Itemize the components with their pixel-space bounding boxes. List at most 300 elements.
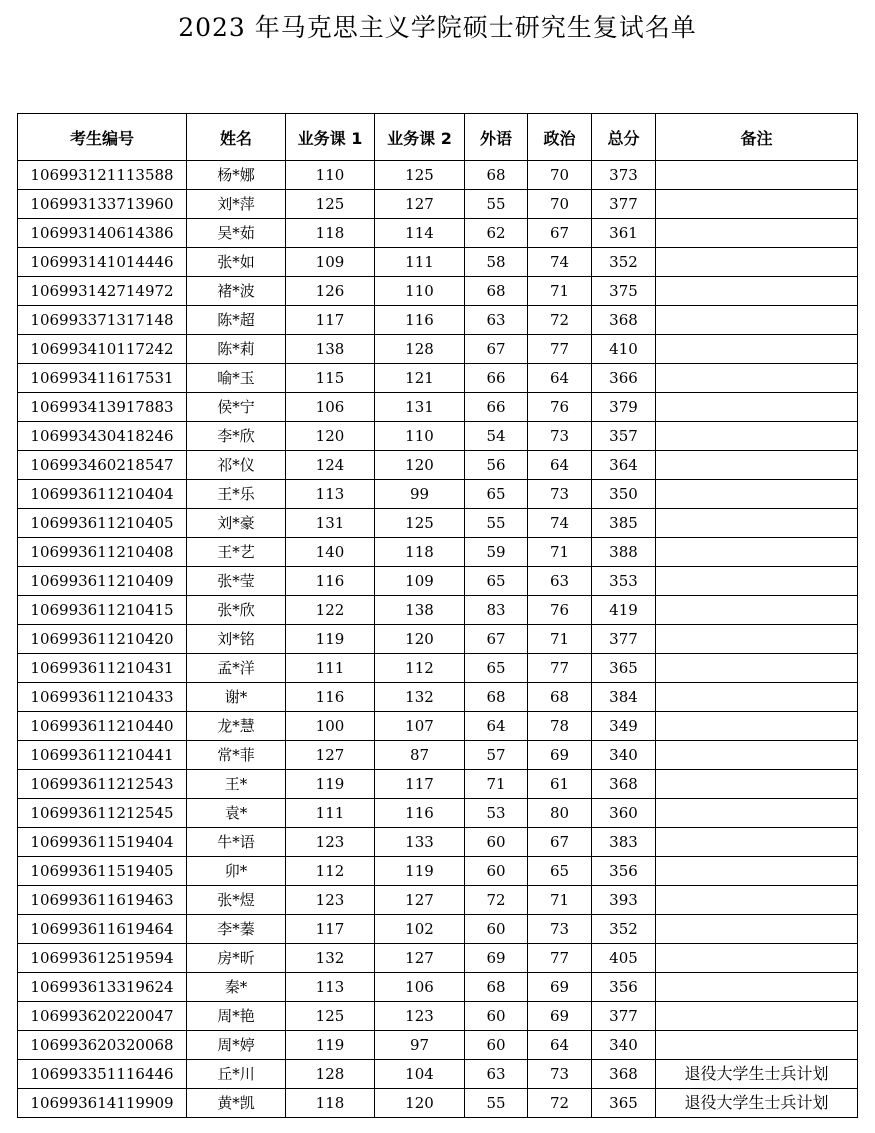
table-row xyxy=(18,1089,858,1118)
cell-name: 张*如 xyxy=(187,248,286,277)
cell-total: 419 xyxy=(592,596,656,625)
cell-remarks: 退役大学生士兵计划 xyxy=(656,1060,858,1089)
table-row xyxy=(18,973,858,1002)
cell-politics: 63 xyxy=(528,567,592,596)
cell-foreign-language: 65 xyxy=(465,480,528,509)
cell-name: 黄*凯 xyxy=(187,1089,286,1118)
cell-remarks xyxy=(656,683,858,712)
cell-course-1: 106 xyxy=(286,393,375,422)
cell-remarks: 退役大学生士兵计划 xyxy=(656,1089,858,1118)
cell-foreign-language: 66 xyxy=(465,393,528,422)
cell-name: 李*欣 xyxy=(187,422,286,451)
cell-course-1: 115 xyxy=(286,364,375,393)
cell-course-2: 120 xyxy=(375,451,465,480)
cell-name: 丘*川 xyxy=(187,1060,286,1089)
cell-course-1: 113 xyxy=(286,480,375,509)
cell-candidate-id: 106993620320068 xyxy=(18,1031,187,1060)
cell-name: 王* xyxy=(187,770,286,799)
cell-remarks xyxy=(656,451,858,480)
table-row xyxy=(18,654,858,683)
cell-remarks xyxy=(656,567,858,596)
table-row xyxy=(18,828,858,857)
cell-course-1: 116 xyxy=(286,683,375,712)
cell-course-1: 117 xyxy=(286,306,375,335)
cell-course-2: 114 xyxy=(375,219,465,248)
cell-foreign-language: 83 xyxy=(465,596,528,625)
cell-name: 龙*慧 xyxy=(187,712,286,741)
cell-name: 侯*宁 xyxy=(187,393,286,422)
cell-total: 368 xyxy=(592,306,656,335)
cell-foreign-language: 63 xyxy=(465,306,528,335)
cell-foreign-language: 65 xyxy=(465,567,528,596)
cell-name: 张*莹 xyxy=(187,567,286,596)
cell-course-1: 131 xyxy=(286,509,375,538)
cell-name: 祁*仪 xyxy=(187,451,286,480)
cell-politics: 76 xyxy=(528,393,592,422)
cell-course-1: 123 xyxy=(286,886,375,915)
cell-candidate-id: 106993611210405 xyxy=(18,509,187,538)
cell-remarks xyxy=(656,161,858,190)
cell-candidate-id: 106993371317148 xyxy=(18,306,187,335)
table-row xyxy=(18,1031,858,1060)
cell-total: 353 xyxy=(592,567,656,596)
cell-name: 谢* xyxy=(187,683,286,712)
cell-name: 袁* xyxy=(187,799,286,828)
cell-foreign-language: 53 xyxy=(465,799,528,828)
cell-course-2: 125 xyxy=(375,509,465,538)
cell-politics: 68 xyxy=(528,683,592,712)
cell-course-1: 125 xyxy=(286,190,375,219)
cell-name: 牛*语 xyxy=(187,828,286,857)
table-row xyxy=(18,277,858,306)
cell-name: 王*艺 xyxy=(187,538,286,567)
cell-course-1: 119 xyxy=(286,770,375,799)
cell-total: 365 xyxy=(592,1089,656,1118)
cell-total: 368 xyxy=(592,770,656,799)
cell-total: 365 xyxy=(592,654,656,683)
cell-name: 李*蓁 xyxy=(187,915,286,944)
cell-remarks xyxy=(656,886,858,915)
cell-remarks xyxy=(656,364,858,393)
cell-foreign-language: 69 xyxy=(465,944,528,973)
cell-foreign-language: 58 xyxy=(465,248,528,277)
cell-candidate-id: 106993611210431 xyxy=(18,654,187,683)
table-row xyxy=(18,1002,858,1031)
cell-name: 刘*豪 xyxy=(187,509,286,538)
cell-candidate-id: 106993611210404 xyxy=(18,480,187,509)
cell-foreign-language: 62 xyxy=(465,219,528,248)
cell-course-1: 110 xyxy=(286,161,375,190)
page-title: 2023 年马克思主义学院硕士研究生复试名单 xyxy=(178,13,697,42)
cell-politics: 64 xyxy=(528,1031,592,1060)
cell-foreign-language: 68 xyxy=(465,683,528,712)
cell-politics: 72 xyxy=(528,1089,592,1118)
cell-course-2: 118 xyxy=(375,538,465,567)
cell-total: 356 xyxy=(592,857,656,886)
cell-total: 368 xyxy=(592,1060,656,1089)
header-foreign-language: 外语 xyxy=(465,114,528,161)
cell-course-2: 123 xyxy=(375,1002,465,1031)
cell-course-1: 118 xyxy=(286,219,375,248)
cell-foreign-language: 54 xyxy=(465,422,528,451)
cell-remarks xyxy=(656,509,858,538)
cell-politics: 71 xyxy=(528,886,592,915)
cell-course-1: 111 xyxy=(286,654,375,683)
table-row xyxy=(18,712,858,741)
cell-politics: 72 xyxy=(528,306,592,335)
table-row xyxy=(18,161,858,190)
cell-politics: 67 xyxy=(528,828,592,857)
cell-remarks xyxy=(656,712,858,741)
cell-course-2: 120 xyxy=(375,625,465,654)
cell-remarks xyxy=(656,741,858,770)
cell-politics: 74 xyxy=(528,509,592,538)
cell-politics: 73 xyxy=(528,915,592,944)
table-row xyxy=(18,567,858,596)
cell-name: 周*艳 xyxy=(187,1002,286,1031)
cell-course-2: 132 xyxy=(375,683,465,712)
cell-total: 357 xyxy=(592,422,656,451)
cell-name: 张*煜 xyxy=(187,886,286,915)
cell-politics: 65 xyxy=(528,857,592,886)
cell-course-2: 107 xyxy=(375,712,465,741)
cell-remarks xyxy=(656,248,858,277)
cell-foreign-language: 60 xyxy=(465,1002,528,1031)
table-row xyxy=(18,1060,858,1089)
cell-course-2: 97 xyxy=(375,1031,465,1060)
table-row xyxy=(18,625,858,654)
cell-remarks xyxy=(656,596,858,625)
cell-course-1: 140 xyxy=(286,538,375,567)
cell-name: 常*菲 xyxy=(187,741,286,770)
cell-name: 孟*洋 xyxy=(187,654,286,683)
cell-total: 356 xyxy=(592,973,656,1002)
cell-remarks xyxy=(656,538,858,567)
cell-candidate-id: 106993351116446 xyxy=(18,1060,187,1089)
cell-candidate-id: 106993612519594 xyxy=(18,944,187,973)
cell-candidate-id: 106993614119909 xyxy=(18,1089,187,1118)
cell-remarks xyxy=(656,422,858,451)
cell-politics: 80 xyxy=(528,799,592,828)
cell-total: 373 xyxy=(592,161,656,190)
cell-remarks xyxy=(656,770,858,799)
cell-candidate-id: 106993413917883 xyxy=(18,393,187,422)
cell-course-1: 119 xyxy=(286,1031,375,1060)
cell-course-1: 111 xyxy=(286,799,375,828)
cell-remarks xyxy=(656,480,858,509)
cell-remarks xyxy=(656,654,858,683)
cell-total: 377 xyxy=(592,190,656,219)
table-row xyxy=(18,451,858,480)
cell-course-2: 120 xyxy=(375,1089,465,1118)
cell-politics: 77 xyxy=(528,654,592,683)
cell-foreign-language: 55 xyxy=(465,190,528,219)
cell-politics: 73 xyxy=(528,422,592,451)
cell-foreign-language: 72 xyxy=(465,886,528,915)
cell-total: 379 xyxy=(592,393,656,422)
cell-total: 340 xyxy=(592,741,656,770)
cell-name: 房*昕 xyxy=(187,944,286,973)
cell-candidate-id: 106993613319624 xyxy=(18,973,187,1002)
cell-politics: 70 xyxy=(528,161,592,190)
cell-course-1: 113 xyxy=(286,973,375,1002)
cell-course-2: 106 xyxy=(375,973,465,1002)
cell-candidate-id: 106993411617531 xyxy=(18,364,187,393)
cell-candidate-id: 106993620220047 xyxy=(18,1002,187,1031)
cell-course-2: 133 xyxy=(375,828,465,857)
cell-candidate-id: 106993611212545 xyxy=(18,799,187,828)
cell-candidate-id: 106993611210433 xyxy=(18,683,187,712)
cell-candidate-id: 106993611619463 xyxy=(18,886,187,915)
header-politics: 政治 xyxy=(528,114,592,161)
cell-course-1: 116 xyxy=(286,567,375,596)
table-row xyxy=(18,480,858,509)
cell-politics: 78 xyxy=(528,712,592,741)
table-row xyxy=(18,190,858,219)
cell-course-2: 102 xyxy=(375,915,465,944)
cell-politics: 74 xyxy=(528,248,592,277)
cell-remarks xyxy=(656,944,858,973)
cell-foreign-language: 56 xyxy=(465,451,528,480)
cell-name: 陈*莉 xyxy=(187,335,286,364)
cell-name: 秦* xyxy=(187,973,286,1002)
cell-course-1: 122 xyxy=(286,596,375,625)
cell-candidate-id: 106993611519405 xyxy=(18,857,187,886)
cell-total: 388 xyxy=(592,538,656,567)
cell-foreign-language: 68 xyxy=(465,277,528,306)
cell-remarks xyxy=(656,857,858,886)
cell-name: 卯* xyxy=(187,857,286,886)
cell-total: 352 xyxy=(592,248,656,277)
cell-course-1: 100 xyxy=(286,712,375,741)
cell-politics: 71 xyxy=(528,277,592,306)
cell-course-1: 127 xyxy=(286,741,375,770)
cell-candidate-id: 106993611210441 xyxy=(18,741,187,770)
cell-remarks xyxy=(656,335,858,364)
cell-name: 吴*茹 xyxy=(187,219,286,248)
cell-remarks xyxy=(656,799,858,828)
cell-course-2: 128 xyxy=(375,335,465,364)
cell-candidate-id: 106993142714972 xyxy=(18,277,187,306)
cell-remarks xyxy=(656,1002,858,1031)
cell-candidate-id: 106993430418246 xyxy=(18,422,187,451)
cell-foreign-language: 55 xyxy=(465,1089,528,1118)
cell-foreign-language: 60 xyxy=(465,828,528,857)
cell-remarks xyxy=(656,306,858,335)
cell-candidate-id: 106993611210440 xyxy=(18,712,187,741)
cell-politics: 76 xyxy=(528,596,592,625)
cell-candidate-id: 106993611619464 xyxy=(18,915,187,944)
table-body xyxy=(18,161,858,1118)
cell-course-2: 109 xyxy=(375,567,465,596)
table-row xyxy=(18,886,858,915)
cell-course-2: 131 xyxy=(375,393,465,422)
cell-total: 393 xyxy=(592,886,656,915)
cell-remarks xyxy=(656,828,858,857)
cell-name: 喻*玉 xyxy=(187,364,286,393)
cell-politics: 69 xyxy=(528,741,592,770)
cell-course-1: 112 xyxy=(286,857,375,886)
cell-course-2: 125 xyxy=(375,161,465,190)
cell-total: 410 xyxy=(592,335,656,364)
cell-foreign-language: 60 xyxy=(465,1031,528,1060)
cell-total: 385 xyxy=(592,509,656,538)
cell-remarks xyxy=(656,973,858,1002)
cell-total: 383 xyxy=(592,828,656,857)
cell-total: 364 xyxy=(592,451,656,480)
cell-politics: 77 xyxy=(528,944,592,973)
cell-course-1: 138 xyxy=(286,335,375,364)
candidate-table xyxy=(17,113,858,1118)
cell-course-2: 104 xyxy=(375,1060,465,1089)
cell-course-2: 138 xyxy=(375,596,465,625)
cell-total: 360 xyxy=(592,799,656,828)
cell-candidate-id: 106993611210408 xyxy=(18,538,187,567)
cell-total: 352 xyxy=(592,915,656,944)
cell-course-1: 132 xyxy=(286,944,375,973)
cell-course-2: 110 xyxy=(375,422,465,451)
header-candidate-id: 考生编号 xyxy=(18,114,187,161)
cell-politics: 77 xyxy=(528,335,592,364)
cell-candidate-id: 106993121113588 xyxy=(18,161,187,190)
cell-name: 张*欣 xyxy=(187,596,286,625)
cell-candidate-id: 106993460218547 xyxy=(18,451,187,480)
cell-politics: 71 xyxy=(528,538,592,567)
cell-politics: 73 xyxy=(528,480,592,509)
table-row xyxy=(18,596,858,625)
cell-politics: 70 xyxy=(528,190,592,219)
cell-name: 陈*超 xyxy=(187,306,286,335)
cell-foreign-language: 67 xyxy=(465,625,528,654)
cell-course-1: 126 xyxy=(286,277,375,306)
cell-course-1: 117 xyxy=(286,915,375,944)
cell-name: 王*乐 xyxy=(187,480,286,509)
cell-course-2: 116 xyxy=(375,799,465,828)
cell-politics: 64 xyxy=(528,364,592,393)
table-row xyxy=(18,857,858,886)
cell-candidate-id: 106993410117242 xyxy=(18,335,187,364)
table-row xyxy=(18,422,858,451)
cell-total: 405 xyxy=(592,944,656,973)
cell-total: 384 xyxy=(592,683,656,712)
cell-candidate-id: 106993611212543 xyxy=(18,770,187,799)
header-name: 姓名 xyxy=(187,114,286,161)
cell-politics: 71 xyxy=(528,625,592,654)
cell-foreign-language: 65 xyxy=(465,654,528,683)
table-row xyxy=(18,770,858,799)
cell-course-2: 119 xyxy=(375,857,465,886)
cell-course-2: 127 xyxy=(375,944,465,973)
header-total: 总分 xyxy=(592,114,656,161)
cell-course-2: 116 xyxy=(375,306,465,335)
cell-politics: 69 xyxy=(528,1002,592,1031)
table-row xyxy=(18,393,858,422)
cell-candidate-id: 106993141014446 xyxy=(18,248,187,277)
cell-total: 377 xyxy=(592,625,656,654)
table-row xyxy=(18,538,858,567)
cell-foreign-language: 68 xyxy=(465,973,528,1002)
cell-course-1: 119 xyxy=(286,625,375,654)
cell-name: 刘*铭 xyxy=(187,625,286,654)
table-row xyxy=(18,335,858,364)
cell-foreign-language: 59 xyxy=(465,538,528,567)
cell-remarks xyxy=(656,625,858,654)
cell-politics: 67 xyxy=(528,219,592,248)
cell-course-2: 110 xyxy=(375,277,465,306)
cell-candidate-id: 106993611210415 xyxy=(18,596,187,625)
cell-course-1: 118 xyxy=(286,1089,375,1118)
cell-total: 361 xyxy=(592,219,656,248)
cell-course-2: 99 xyxy=(375,480,465,509)
cell-foreign-language: 63 xyxy=(465,1060,528,1089)
cell-course-1: 124 xyxy=(286,451,375,480)
cell-politics: 73 xyxy=(528,1060,592,1089)
table-row xyxy=(18,364,858,393)
table-row xyxy=(18,915,858,944)
cell-course-1: 120 xyxy=(286,422,375,451)
cell-course-2: 117 xyxy=(375,770,465,799)
cell-foreign-language: 66 xyxy=(465,364,528,393)
cell-name: 刘*萍 xyxy=(187,190,286,219)
cell-remarks xyxy=(656,393,858,422)
cell-course-2: 127 xyxy=(375,886,465,915)
cell-course-1: 128 xyxy=(286,1060,375,1089)
cell-politics: 64 xyxy=(528,451,592,480)
cell-course-2: 127 xyxy=(375,190,465,219)
table-row xyxy=(18,741,858,770)
cell-remarks xyxy=(656,915,858,944)
cell-foreign-language: 64 xyxy=(465,712,528,741)
cell-total: 340 xyxy=(592,1031,656,1060)
cell-foreign-language: 60 xyxy=(465,915,528,944)
cell-candidate-id: 106993611519404 xyxy=(18,828,187,857)
cell-foreign-language: 67 xyxy=(465,335,528,364)
header-remarks: 备注 xyxy=(656,114,858,161)
cell-course-2: 111 xyxy=(375,248,465,277)
cell-course-1: 109 xyxy=(286,248,375,277)
cell-candidate-id: 106993133713960 xyxy=(18,190,187,219)
cell-total: 349 xyxy=(592,712,656,741)
cell-remarks xyxy=(656,219,858,248)
cell-total: 375 xyxy=(592,277,656,306)
cell-foreign-language: 55 xyxy=(465,509,528,538)
cell-course-2: 121 xyxy=(375,364,465,393)
cell-candidate-id: 106993611210409 xyxy=(18,567,187,596)
cell-course-2: 87 xyxy=(375,741,465,770)
cell-foreign-language: 60 xyxy=(465,857,528,886)
table-row xyxy=(18,248,858,277)
cell-total: 366 xyxy=(592,364,656,393)
cell-course-1: 125 xyxy=(286,1002,375,1031)
table-row xyxy=(18,683,858,712)
table-header-row xyxy=(18,114,858,161)
cell-total: 350 xyxy=(592,480,656,509)
table-row xyxy=(18,799,858,828)
cell-course-1: 123 xyxy=(286,828,375,857)
cell-foreign-language: 71 xyxy=(465,770,528,799)
cell-foreign-language: 68 xyxy=(465,161,528,190)
cell-remarks xyxy=(656,1031,858,1060)
cell-remarks xyxy=(656,277,858,306)
cell-name: 褚*波 xyxy=(187,277,286,306)
cell-politics: 69 xyxy=(528,973,592,1002)
header-course-2: 业务课 2 xyxy=(375,114,465,161)
table-row xyxy=(18,944,858,973)
cell-course-2: 112 xyxy=(375,654,465,683)
cell-total: 377 xyxy=(592,1002,656,1031)
cell-candidate-id: 106993140614386 xyxy=(18,219,187,248)
cell-foreign-language: 57 xyxy=(465,741,528,770)
